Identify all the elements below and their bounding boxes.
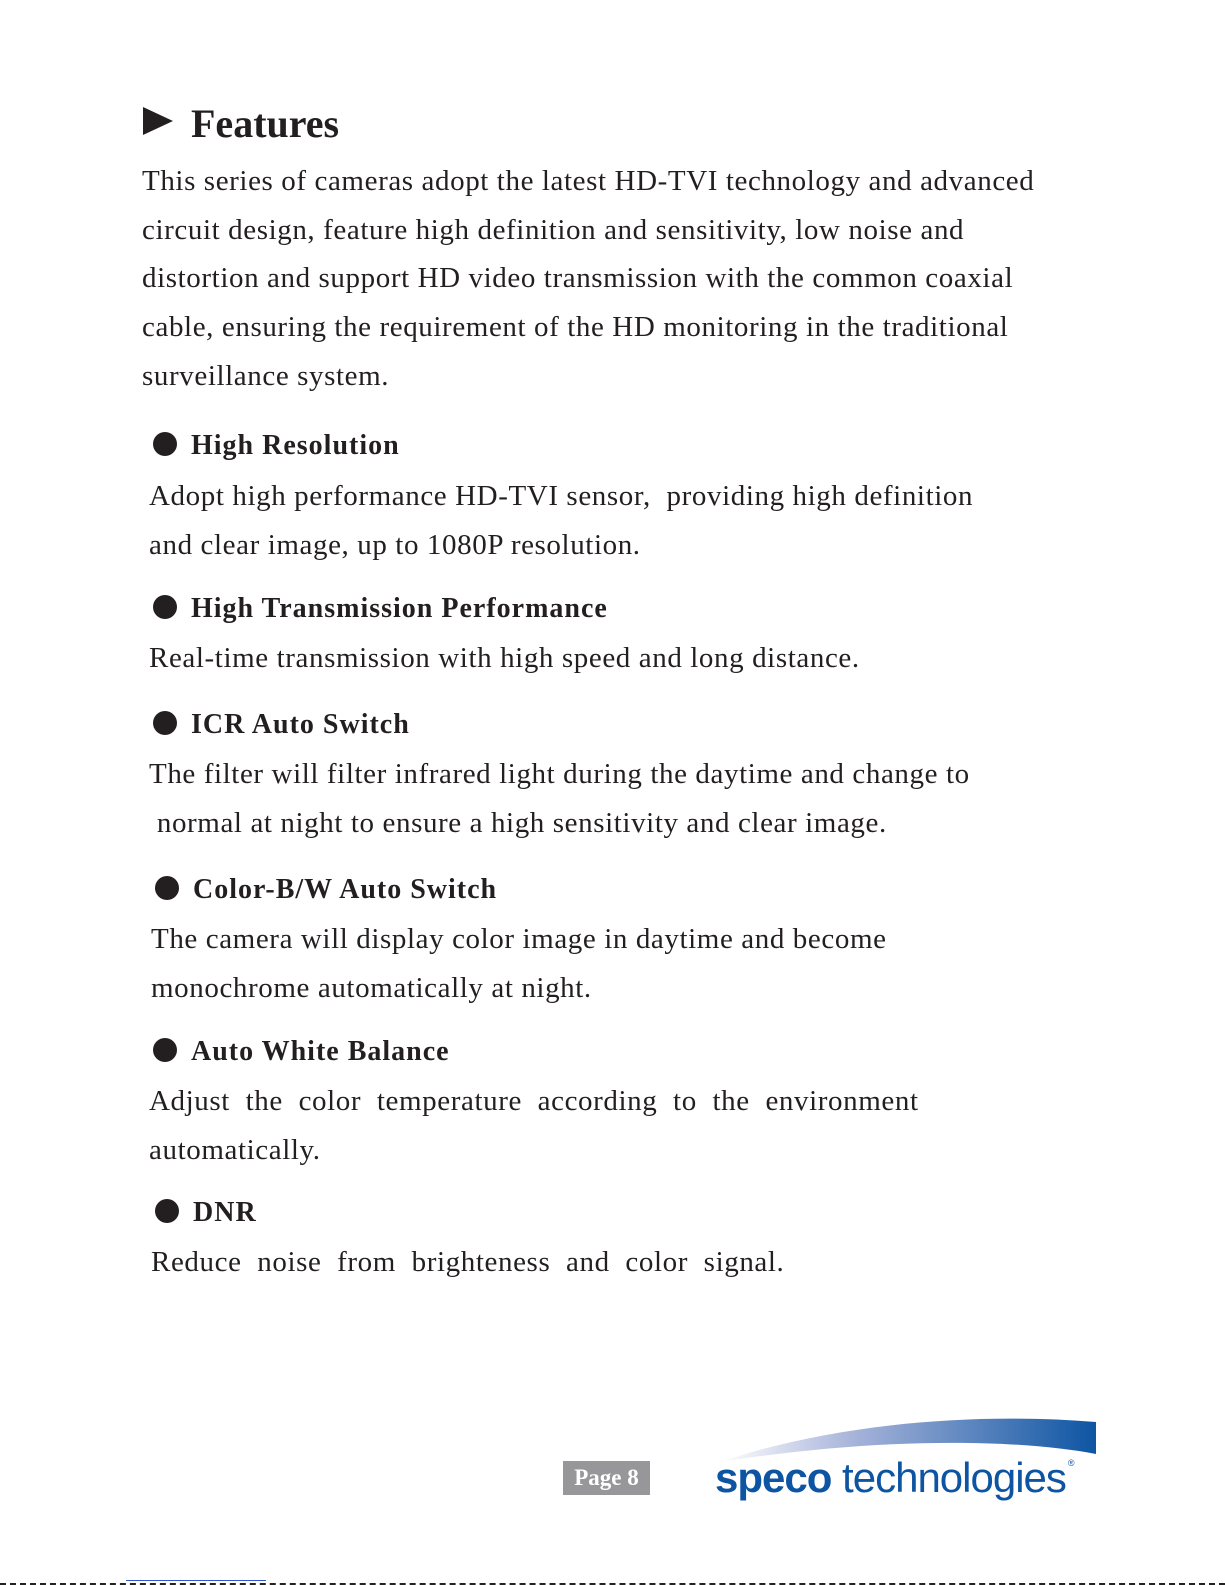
heading-text: DNR [193, 1197, 257, 1228]
feature-line: monochrome automatically at night. [151, 972, 592, 1004]
bullet-icon [155, 876, 179, 900]
feature-line: normal at night to ensure a high sensitivity and clear image. [149, 807, 887, 839]
logo-bold: speco [715, 1454, 832, 1501]
feature-line: Adjust the color temperature according to the environment [149, 1085, 919, 1117]
speco-logo [712, 1410, 1112, 1510]
heading-text: Color-B/W Auto Switch [193, 874, 498, 905]
heading-text: High Transmission Performance [191, 593, 608, 624]
feature-heading [153, 1032, 450, 1072]
bullet-icon [153, 711, 177, 735]
bullet-icon [153, 1038, 177, 1062]
heading-text: Auto White Balance [191, 1036, 450, 1067]
feature-line: Real-time transmission with high speed and long distance. [149, 642, 860, 674]
title-text: Features [191, 101, 340, 146]
feature-line: Reduce noise from brighteness and color signal. [151, 1246, 785, 1278]
page-title [143, 100, 339, 148]
link-underline [126, 1580, 266, 1581]
feature-line: The filter will filter infrared light during the daytime and change to [149, 758, 970, 790]
feature-heading [153, 426, 400, 466]
logo-text [715, 1454, 1075, 1502]
intro-line: This series of cameras adopt the latest HD-TVI technology and advanced [142, 165, 1035, 197]
page-number-badge: Page 8 [563, 1461, 650, 1495]
bullet-icon [155, 1199, 179, 1223]
feature-line: and clear image, up to 1080P resolution. [149, 529, 641, 561]
registered-mark: ® [1067, 1458, 1075, 1468]
triangle-bullet-icon [143, 107, 173, 135]
intro-line: cable, ensuring the requirement of the HD monitoring in the traditional [142, 311, 1009, 343]
bullet-icon [153, 595, 177, 619]
feature-line: Adopt high performance HD-TVI sensor, providing high definition [149, 480, 974, 512]
feature-heading [155, 870, 497, 910]
logo-light: technologies [831, 1454, 1066, 1501]
feature-heading [155, 1193, 257, 1233]
feature-line: The camera will display color image in daytime and become [151, 923, 887, 955]
intro-line: distortion and support HD video transmission with the common coaxial [142, 262, 1014, 294]
bullet-icon [153, 432, 177, 456]
intro-line: circuit design, feature high definition and sensitivity, low noise and [142, 214, 965, 246]
heading-text: High Resolution [191, 430, 400, 461]
feature-line: automatically. [149, 1134, 321, 1166]
feature-heading [153, 589, 608, 629]
feature-heading [153, 705, 410, 745]
intro-line: surveillance system. [142, 360, 390, 392]
heading-text: ICR Auto Switch [191, 709, 410, 740]
